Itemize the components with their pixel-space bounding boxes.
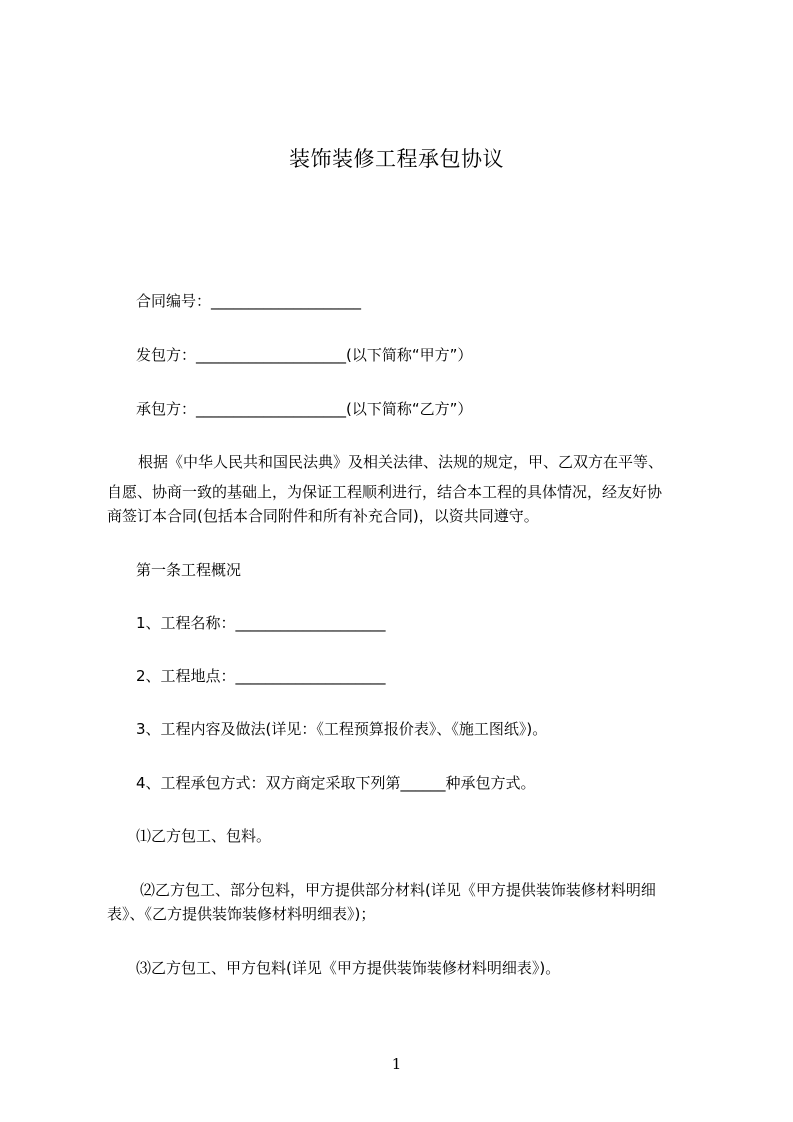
intro-paragraph-line-1: 根据《中华人民共和国民法典》及相关法律、法规的规定，甲、乙双方在平等、 bbox=[138, 453, 664, 471]
item-project-content: 3、工程内容及做法(详见：《工程预算报价表》、《施工图纸》)。 bbox=[136, 720, 548, 738]
party-a-line: 发包方：____________________(以下简称“甲方”） bbox=[136, 346, 473, 364]
item-project-location: 2、工程地点：____________________ bbox=[136, 667, 386, 685]
option-1: ⑴乙方包工、包料。 bbox=[136, 827, 272, 845]
option-2-line-2: 表》、《乙方提供装饰装修材料明细表》)； bbox=[107, 905, 376, 923]
item-contract-method: 4、工程承包方式：双方商定采取下列第______种承包方式。 bbox=[136, 774, 536, 792]
option-2-line-1: ⑵乙方包工、部分包料，甲方提供部分材料(详见《甲方提供装饰装修材料明细 bbox=[140, 881, 656, 899]
page-number: 1 bbox=[391, 1055, 402, 1073]
intro-paragraph-line-3: 商签订本合同(包括本合同附件和所有补充合同)，以资共同遵守。 bbox=[107, 507, 539, 525]
intro-paragraph-line-2: 自愿、协商一致的基础上，为保证工程顺利进行，结合本工程的具体情况，经友好协 bbox=[107, 483, 663, 501]
party-b-line: 承包方：____________________(以下简称“乙方”） bbox=[136, 400, 473, 418]
article-1-heading: 第一条工程概况 bbox=[136, 561, 242, 579]
document-title: 装饰装修工程承包协议 bbox=[289, 147, 504, 171]
contract-number-line: 合同编号：____________________ bbox=[136, 292, 362, 310]
option-3: ⑶乙方包工、甲方包料(详见《甲方提供装饰装修材料明细表》)。 bbox=[136, 959, 561, 977]
item-project-name: 1、工程名称：____________________ bbox=[136, 614, 386, 632]
